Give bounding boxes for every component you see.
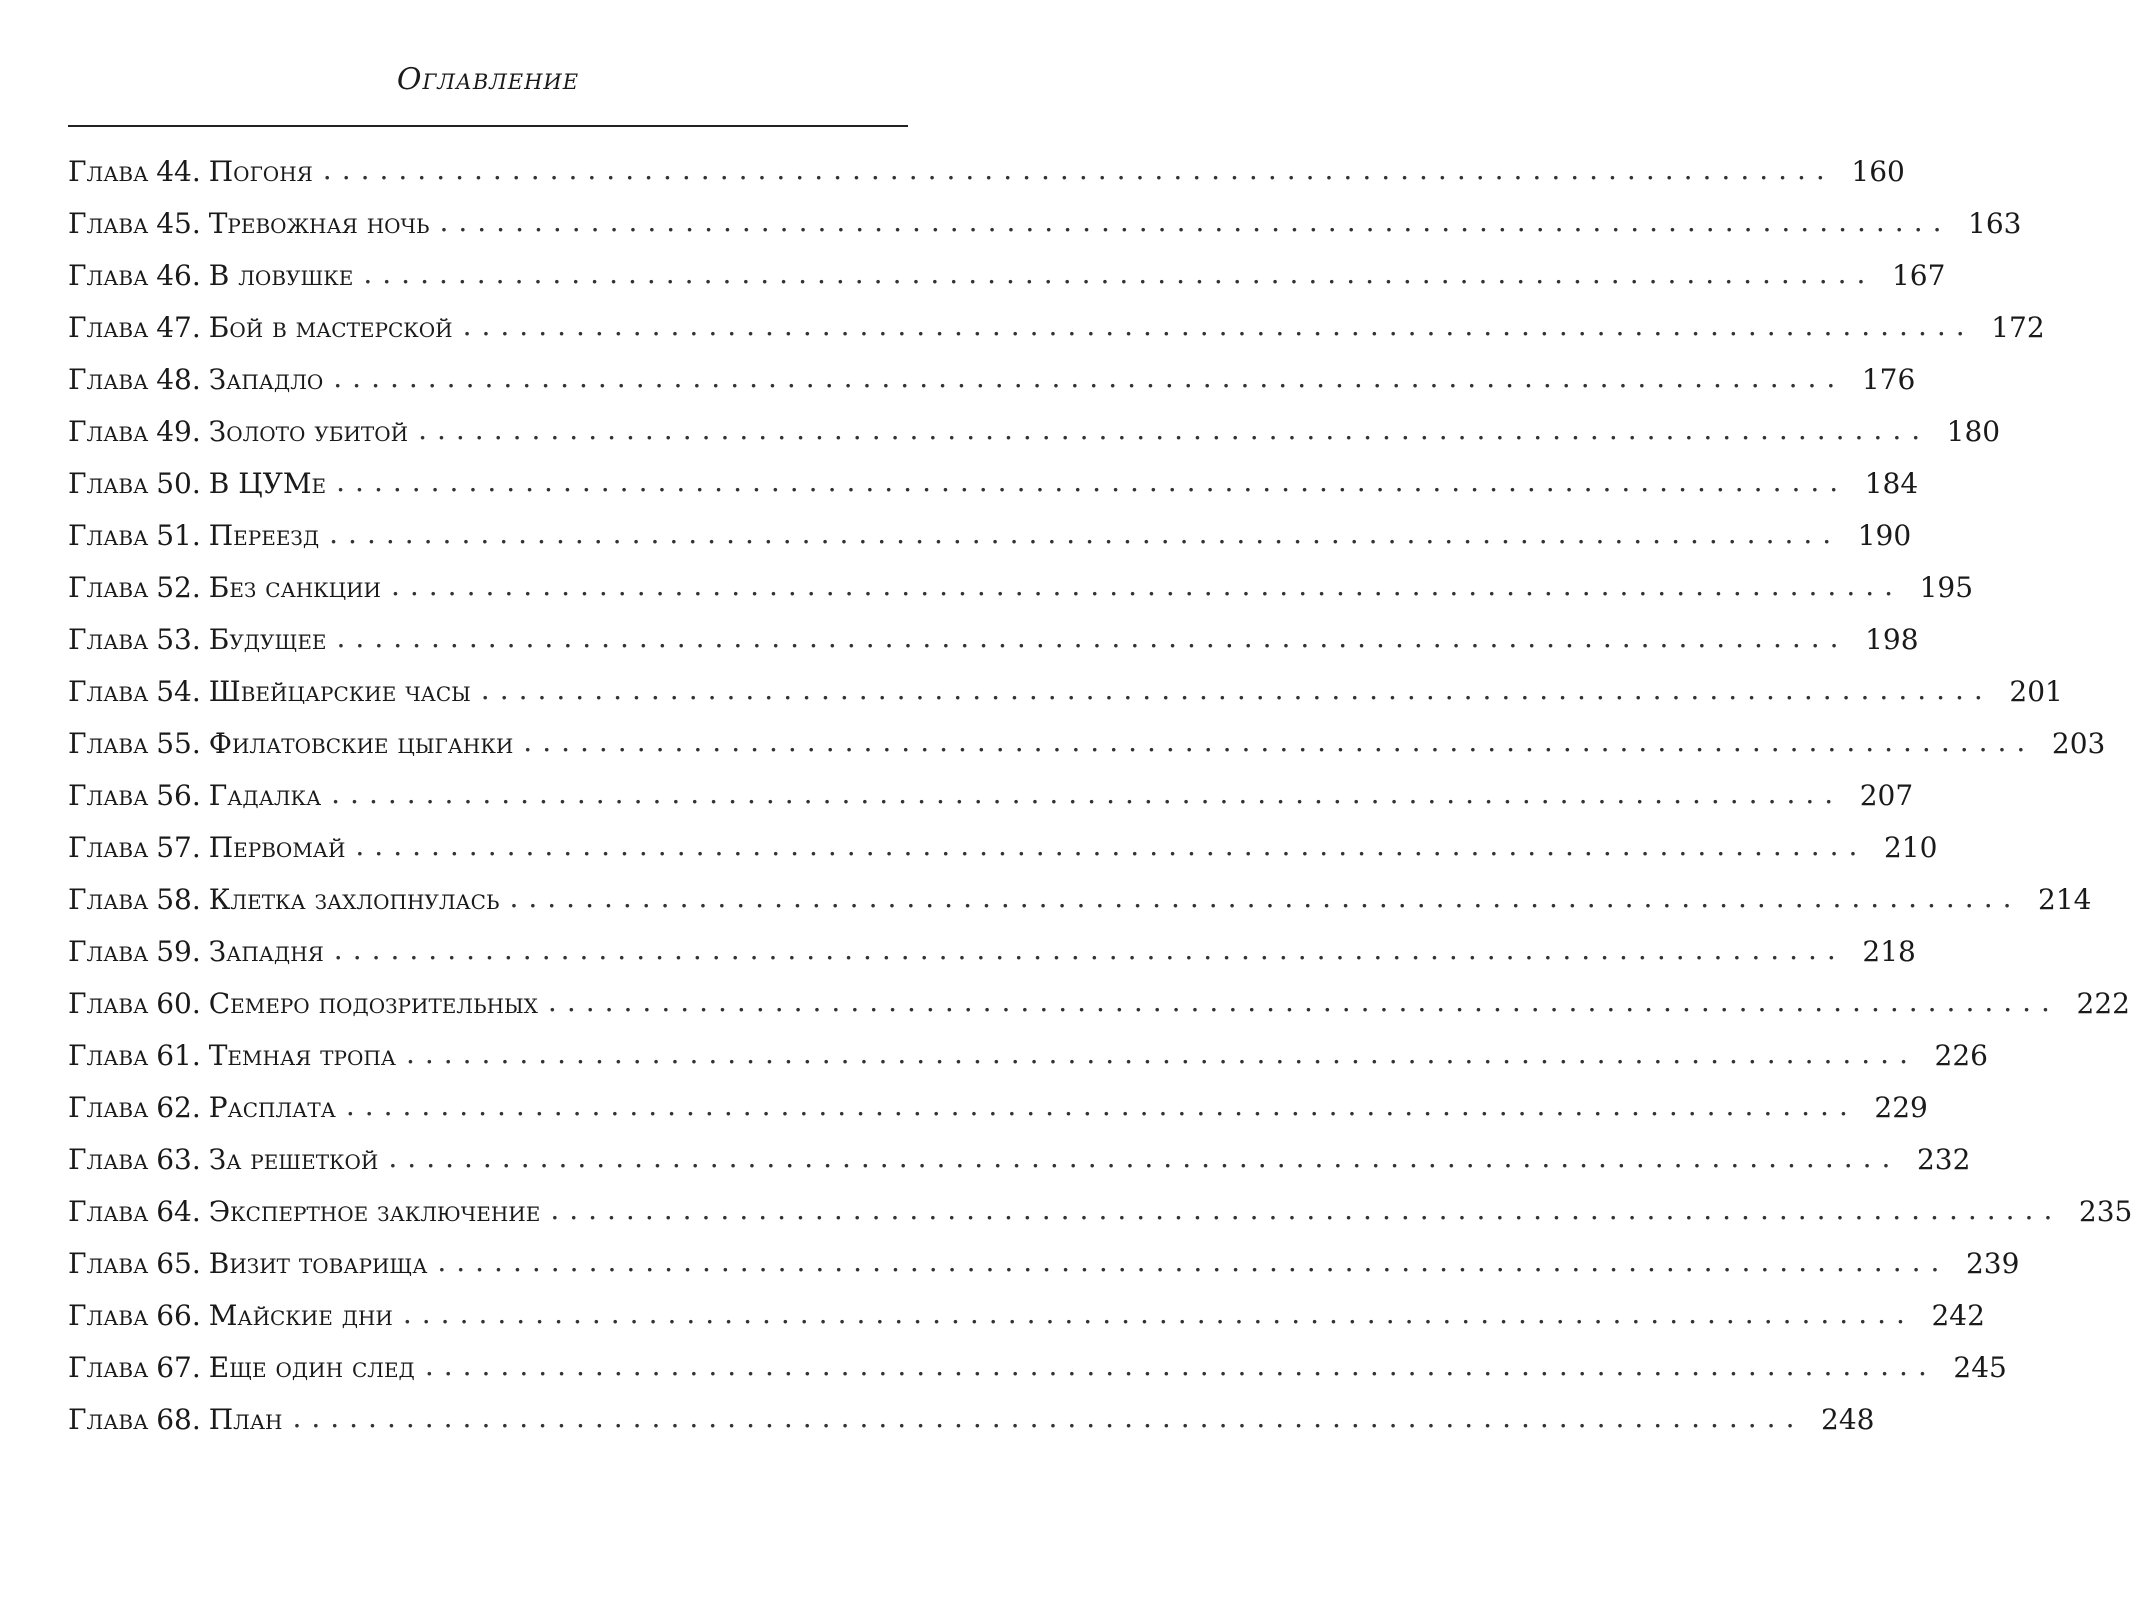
dot-leader: ................................................................................ [322,153,1835,186]
page-number: 214 [2038,883,2092,916]
chapter-number: 58. [156,883,201,916]
chapter-number: 61. [156,1039,201,1072]
chapter-label: Глава [68,1195,149,1228]
toc-entry [68,361,1916,415]
chapter-label: Глава [68,571,149,604]
toc-entry [68,1193,2132,1247]
chapter-title: Экспертное заключение [208,1195,541,1228]
toc-entry [68,153,1905,207]
chapter-title: В ЦУМе [208,467,327,500]
chapter-number: 63. [156,1143,201,1176]
chapter-label: Глава [68,519,149,552]
chapter-number: 44. [156,155,201,188]
chapter-number: 49. [156,415,201,448]
chapter-number: 64. [156,1195,201,1228]
dot-leader: ................................................................................ [402,1297,1915,1330]
chapter-number: 56. [156,779,201,812]
dot-leader: ................................................................................ [333,361,1846,394]
dot-leader: ................................................................................ [439,205,1952,238]
dot-leader: ................................................................................ [333,933,1846,966]
chapter-label: Глава [68,259,149,292]
chapter-number: 66. [156,1299,201,1332]
toc-entry [68,985,2130,1039]
chapter-number: 52. [156,571,201,604]
chapter-title: Западня [208,935,324,968]
dot-leader: ................................................................................ [292,1401,1805,1434]
chapter-title: Будущее [208,623,327,656]
chapter-number: 59. [156,935,201,968]
chapter-title: За решеткой [208,1143,379,1176]
chapter-number: 45. [156,207,201,240]
chapter-title: Темная тропа [208,1039,396,1072]
toc-entry [68,205,2022,259]
toc-entry [68,569,1974,623]
dot-leader: ................................................................................ [462,309,1975,342]
toc-entry [68,777,1914,831]
chapter-number: 50. [156,467,201,500]
toc-entry [68,881,2092,935]
toc-entry [68,829,1938,883]
chapter-title: Погоня [208,155,313,188]
chapter-title: Золото убитой [208,415,409,448]
chapter-number: 54. [156,675,201,708]
page-number: 195 [1919,571,1974,604]
chapter-label: Глава [68,987,149,1020]
chapter-label: Глава [68,675,149,708]
chapter-number: 60. [156,987,201,1020]
dot-leader: ................................................................................ [345,1089,1858,1122]
page-number: 210 [1883,831,1938,864]
page-number: 201 [2009,675,2063,708]
chapter-label: Глава [68,1299,149,1332]
toc-entry [68,673,2063,727]
chapter-title: Семеро подозрительных [208,987,538,1020]
chapter-number: 48. [156,363,201,396]
page-number: 229 [1874,1091,1928,1124]
page-number: 184 [1864,467,1919,500]
chapter-label: Глава [68,935,149,968]
chapter-number: 62. [156,1091,201,1124]
page-number: 207 [1859,779,1914,812]
toc-entry [68,1401,1875,1455]
chapter-title: Переезд [208,519,320,552]
chapter-number: 47. [156,311,201,344]
page-number: 176 [1861,363,1916,396]
chapter-label: Глава [68,831,149,864]
page-number: 160 [1851,155,1905,188]
chapter-label: Глава [68,415,149,448]
page-number: 190 [1857,519,1912,552]
chapter-number: 51. [156,519,201,552]
chapter-title: Клетка захлопнулась [208,883,500,916]
chapter-label: Глава [68,311,149,344]
chapter-number: 53. [156,623,201,656]
page-number: 226 [1934,1039,1988,1072]
chapter-title: Бой в мастерской [208,311,453,344]
page-number: 235 [2078,1195,2132,1228]
chapter-title: Филатовские цыганки [208,727,514,760]
chapter-title: В ловушке [208,259,354,292]
dot-leader: ................................................................................ [363,257,1876,290]
dot-leader: ................................................................................ [405,1037,1918,1070]
chapter-number: 57. [156,831,201,864]
page-number: 239 [1965,1247,2020,1280]
page-number: 198 [1865,623,1919,656]
chapter-title: Тревожная ночь [208,207,430,240]
chapter-label: Глава [68,883,149,916]
chapter-number: 55. [156,727,201,760]
page-number: 172 [1991,311,2045,344]
toc-entry [68,725,2106,779]
chapter-title: Первомай [208,831,346,864]
chapter-label: Глава [68,779,149,812]
chapter-label: Глава [68,1247,149,1280]
chapter-label: Глава [68,1403,149,1436]
toc-entry [68,1297,1985,1351]
chapter-label: Глава [68,467,149,500]
page-number: 232 [1916,1143,1971,1176]
toc-entry [68,517,1912,571]
chapter-label: Глава [68,1039,149,1072]
page-number: 180 [1946,415,2001,448]
chapter-title: Гадалка [208,779,322,812]
toc-entry [68,465,1919,519]
chapter-label: Глава [68,1143,149,1176]
toc-entry [68,1349,2007,1403]
toc-entry [68,1141,1971,1195]
page-number: 248 [1821,1403,1875,1436]
chapter-title: Без санкции [208,571,381,604]
dot-leader: ................................................................................ [355,829,1868,862]
chapter-label: Глава [68,363,149,396]
toc-entry [68,309,2045,363]
chapter-title: План [208,1403,283,1436]
toc-entry [68,413,2001,467]
chapter-number: 65. [156,1247,201,1280]
toc-entry [68,621,1919,675]
chapter-label: Глава [68,727,149,760]
dot-leader: ................................................................................ [547,985,2060,1018]
dot-leader: ................................................................................ [390,569,1904,602]
toc-entry [68,1089,1928,1143]
table-of-contents [68,153,2132,1455]
dot-leader: ................................................................................ [388,1141,1901,1174]
page-number: 167 [1891,259,1946,292]
chapter-label: Глава [68,1091,149,1124]
toc-entry [68,257,1946,311]
chapter-title: Швейцарские часы [208,675,471,708]
chapter-title: Расплата [208,1091,336,1124]
chapter-label: Глава [68,623,149,656]
dot-leader: ................................................................................ [418,413,1931,446]
toc-entry [68,1037,1988,1091]
dot-leader: ................................................................................ [331,777,1844,810]
chapter-label: Глава [68,207,149,240]
dot-leader: ................................................................................ [336,621,1849,654]
chapter-number: 68. [156,1403,201,1436]
page-number: 242 [1931,1299,1985,1332]
chapter-label: Глава [68,1351,149,1384]
chapter-title: Еще один след [208,1351,415,1384]
dot-leader: ................................................................................ [424,1349,1937,1382]
dot-leader: ................................................................................ [437,1245,1950,1278]
running-head: Оглавление [396,62,580,97]
chapter-title: Майские дни [208,1299,393,1332]
dot-leader: ................................................................................ [523,725,2036,758]
chapter-title: Западло [208,363,324,396]
dot-leader: ................................................................................ [550,1193,2063,1226]
dot-leader: ................................................................................ [329,517,1842,550]
page-number: 245 [1953,1351,2007,1384]
page-number: 218 [1862,935,1916,968]
dot-leader: ................................................................................ [336,465,1849,498]
chapter-number: 46. [156,259,201,292]
header-rule [68,125,908,127]
chapter-label: Глава [68,155,149,188]
page-number: 222 [2076,987,2130,1020]
page-number: 163 [1968,207,2022,240]
toc-entry [68,933,1916,987]
dot-leader: ................................................................................ [509,881,2022,914]
chapter-number: 67. [156,1351,201,1384]
dot-leader: ................................................................................ [480,673,1993,706]
page-number: 203 [2051,727,2106,760]
book-page [68,50,2132,1570]
chapter-title: Визит товарища [208,1247,428,1280]
toc-entry [68,1245,2020,1299]
